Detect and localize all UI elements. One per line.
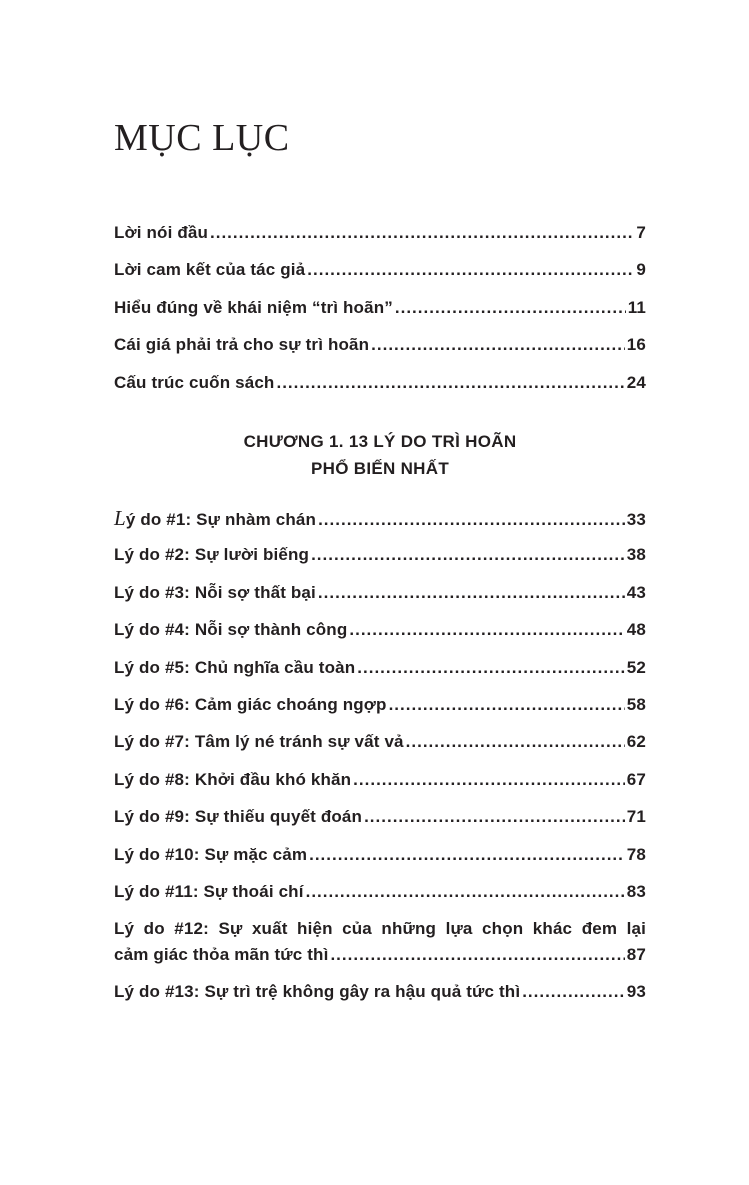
entry-label: Lý do #5: Chủ nghĩa cầu toàn [114, 657, 356, 677]
page-number: 43 [626, 582, 646, 602]
page-number: 67 [626, 769, 646, 789]
entry-label: Lời nói đầu [114, 223, 209, 242]
page-number: 38 [626, 545, 646, 565]
entry-label: Hiểu đúng về khái niệm “trì hoãn” [114, 297, 393, 317]
toc-entry[interactable] [114, 916, 646, 968]
toc-entry[interactable] [114, 979, 646, 1016]
dot-leader [306, 879, 625, 905]
page-number: 24 [626, 372, 646, 392]
dot-leader [389, 692, 625, 718]
dot-leader [309, 842, 625, 868]
dot-leader [318, 580, 625, 606]
chapter-heading-line1: CHƯƠNG 1. 13 LÝ DO TRÌ HOÃN [243, 432, 517, 451]
toc-entry[interactable] [114, 655, 646, 692]
dot-leader [318, 507, 625, 533]
page-number: 87 [626, 945, 646, 965]
page-number: 16 [626, 335, 646, 355]
dot-leader [210, 220, 634, 246]
page-number: 71 [626, 807, 646, 827]
toc-entry[interactable] [114, 617, 646, 654]
toc-entry[interactable] [114, 295, 646, 332]
toc-entry[interactable] [114, 542, 646, 579]
entry-label: Lý do #8: Khởi đầu khó khăn [114, 769, 352, 789]
entry-label: Lý do #9: Sự thiếu quyết đoán [114, 807, 363, 827]
entry-label: Lời cam kết của tác giả [114, 260, 306, 280]
entry-label: Lý do #7: Tâm lý né tránh sự vất vả [114, 732, 404, 752]
entry-label-rest: ý do #1: Sự nhàm chán [125, 510, 317, 529]
entry-label: Lý do #11: Sự thoái chí [114, 881, 304, 901]
dot-leader [371, 332, 625, 358]
page-title: MỤC LỤC [114, 117, 290, 159]
page-number: 52 [626, 657, 646, 677]
toc-entry[interactable] [114, 842, 646, 879]
dot-leader [406, 729, 625, 755]
toc-entry[interactable] [114, 580, 646, 617]
entry-label: Cái giá phải trả cho sự trì hoãn [114, 335, 370, 355]
page-number: 58 [626, 694, 646, 714]
page-number: 62 [626, 732, 646, 752]
drop-letter: L [114, 506, 126, 530]
toc-entry[interactable] [114, 332, 646, 369]
chapter-heading-line2: PHỔ BIẾN NHẤT [310, 459, 449, 478]
entry-label: Cấu trúc cuốn sách [114, 372, 275, 392]
toc-entry[interactable] [114, 767, 646, 804]
entry-label: Lý do #3: Nỗi sợ thất bại [114, 582, 316, 602]
page-number: 11 [627, 297, 646, 317]
page-number: 7 [636, 223, 646, 242]
page-number: 33 [626, 510, 646, 529]
entry-label: Lý do #6: Cảm giác choáng ngợp [114, 694, 387, 714]
entry-label: Lý do #4: Nỗi sợ thành công [114, 620, 348, 640]
entry-label-line1: Lý do #12: Sự xuất hiện của những lựa chọn khác đem lại [114, 919, 646, 939]
page-number: 48 [626, 620, 646, 640]
toc-entry[interactable] [114, 692, 646, 729]
entry-label-line2: cảm giác thỏa mãn tức thì [114, 945, 329, 965]
toc-entry[interactable] [114, 729, 646, 766]
toc-reasons-section [114, 505, 646, 1017]
toc-entry[interactable] [114, 505, 646, 542]
dot-leader [357, 655, 625, 681]
dot-leader [364, 804, 625, 830]
dot-leader [311, 542, 625, 568]
entry-label: Lý do #2: Sự lười biếng [114, 545, 310, 565]
toc-entry[interactable] [114, 370, 646, 407]
dot-leader [349, 617, 624, 643]
dot-leader [307, 257, 634, 283]
dot-leader [276, 370, 624, 396]
toc-entry[interactable] [114, 220, 646, 257]
toc-entry[interactable] [114, 879, 646, 916]
dot-leader [522, 979, 625, 1005]
page-number: 9 [636, 260, 646, 280]
entry-label: Lý do #10: Sự mặc cảm [114, 844, 308, 864]
toc-intro-section [114, 220, 646, 407]
dot-leader [353, 767, 625, 793]
page-number: 83 [626, 881, 646, 901]
dot-leader [330, 942, 624, 968]
toc-entry[interactable] [114, 257, 646, 294]
chapter-heading [114, 428, 646, 482]
page-number: 78 [626, 844, 646, 864]
toc-entry[interactable] [114, 804, 646, 841]
dot-leader [395, 295, 626, 321]
entry-label [114, 505, 316, 533]
page-number: 93 [626, 982, 646, 1002]
entry-label: Lý do #13: Sự trì trệ không gây ra hậu quả tức thì [114, 982, 521, 1002]
